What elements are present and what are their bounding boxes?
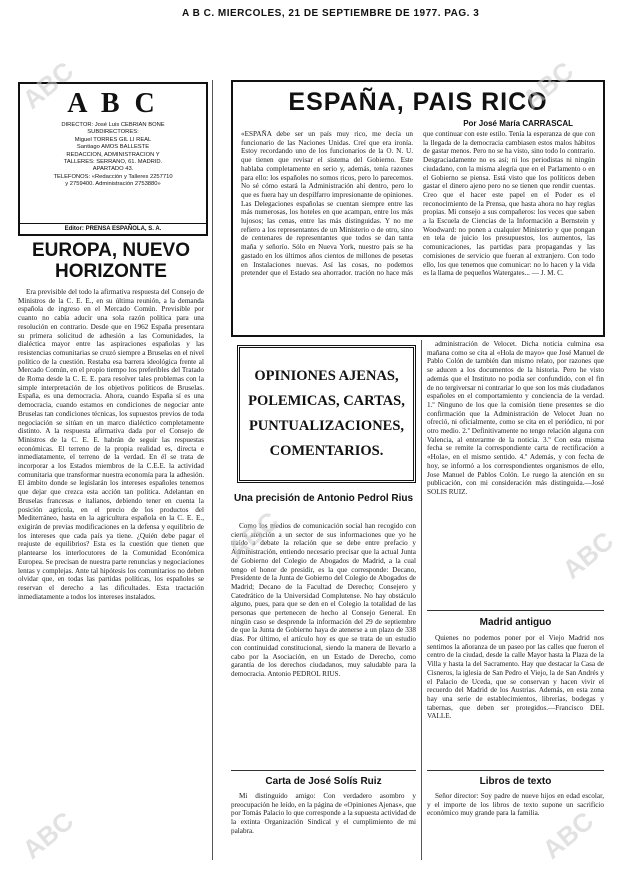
- feature-box: [231, 80, 605, 337]
- right-column-body: administración de Velocet. Dicha noticia culmina esa mañana como se cita al «Hola de mayo» que José Manuel de Pablo Colón de también dan mismo relato, por razones que se aducen a los documentos de la historia. Pero he visto además que el Instituto no podía ser confundido, con el fin de no tergiversar ni contrariar lo que son los más ciudadanos españoles en el comportamiento y conciencia de la verdad. 1.º Ninguno de los que la comisión tiene presentes se dio confirmación que la Administración de Velocet Juan no ofreció, ni oficialmente, como se cita en el periódico, ni por otro medio. 2.º Definitivamente no tengo relación alguna con Valencia, al enterarme de la noticia. 3.º Con esta misma fecha se remite la correspondiente carta de rectificación a «Hola», en el mismo sentido. 4.º Además, y con fecha de hoy, se informó a los correspondientes organismos de ello, Jose Manuel de Pablos Colón. Le ruego la atención en su publicación, con mi consideración más distinguida.—José SOLIS RUIZ.: [427, 340, 604, 496]
- masthead-line: y 2759400. Administración 2753880»: [65, 181, 161, 188]
- column-divider: [421, 340, 422, 860]
- column-divider: [212, 80, 213, 860]
- pedrol-title: Una precisión de Antonio Pedrol Rius: [233, 493, 414, 504]
- madrid-body: Quienes no podemos poner por el Viejo Madrid nos sentimos la añoranza de un paseo por las calles que fueron el centro de la ciudad, desde la calle Mayor hasta la Plaza de la Villa y hasta la del Sacramento. Hay que destacar la Casa de Cisneros, la iglesia de San Pedro el Viejo, la de San Andrés y el Palacio de Uceda, que se conservan y hacen vivir el recuerdo del Madrid de los Austrias. Además, en esta zona hay una serie de establecimientos, librerías, bodegas y tabernas, que deben ser protegidos.—Francisco DEL VALLE.: [427, 634, 604, 721]
- watermark: ABC: [536, 805, 600, 865]
- solis-rule: [231, 770, 416, 771]
- masthead-line: Santiago AMOS BALLESTE: [76, 144, 150, 151]
- opinions-box: [237, 345, 416, 483]
- abc-logo: A B C: [67, 88, 159, 119]
- libros-title: Libros de texto: [479, 776, 552, 787]
- editorial-body: Era previsible del todo la afirmativa respuesta del Consejo de Ministros de la C. E. E., en su última reunión, a la demanda española de ingreso en el Mercado Común. Previsible por cuanto no cabía aducir una sola razón política para una resolución en contrario. Desde que en 1962 España presentara su primera solicitud de adhesión a las Comunidades, la dialéctica mayor entre las aspiraciones españolas y las resistencias comunitarias se cruzó siempre a Bruselas en el nivel político de la cuestión. Restaba esa barrera ideológica frente al Mercado Común, en el propio tiempo los preferibles del Tratado de Roma desde la C. E. E. para resolver tales problemas con la simple interpretación de los objetivos políticos de Bruselas. España, es una democracia. Ahora, cuando España sí es una democracia, cuando estamos en condiciones de negociar ante Bruselas tan condiciones técnicas, los supuestos previos de toda negociación se sitúan en un marco dialéctico completamente distinto. A la respuesta afirmativa dada por el Consejo de Ministros de la C. E. E. habrán de seguir las respuestas económicas. El terreno de la propia realidad es, directa e inmediatamente, el terreno de la verdad. En él se trata de incorporar a los Estados miembros de la C.E.E. la actividad comunitaria que transformar nuestra economía para la adhesión. El ámbito donde se legislarán los intereses españoles tenemos que dejar que crezca esta acción tan política. Adelantan en Bruselas francesas e italianos, debiendo tener en cuenta la posición agrícola, en el precio de los productos del Mediterráneo, hasta en la agricultura española en la C. E. E., exigirán de previas modificaciones en la defensa y equilibrio de los intereses que cada país ya tiene. ¿Quién debe pagar el reajuste de equilibrios? Esta es la cuestión que tienen que plantearse los interlocutores de la Comunidad Económica Europea. Se precisan de nuestra parte renuncias y negociaciones lentas y complejas. Ante tal hipótesis los comunitarios no deben olvidar que, en todas las partidas políticas, los españoles se reservan el derecho a las dificultades. Esta tractación inmediatamente a todos los intereses instalados.: [18, 288, 204, 601]
- watermark: ABC: [221, 505, 285, 565]
- feature-byline: Por José María CARRASCAL: [463, 119, 573, 128]
- masthead-line: REDACCION, ADMINISTRACION Y: [66, 151, 160, 158]
- libros-body: Señor director: Soy padre de nueve hijos en edad escolar, y el importe de los libros de texto supone un sacrificio económico muy grande para la familia.: [427, 792, 604, 818]
- watermark: ABC: [516, 55, 580, 115]
- masthead-line: TALLERES: SERRANO, 61. MADRID.: [63, 159, 163, 166]
- madrid-rule: [427, 610, 604, 611]
- opinions-line: POLEMICAS, CARTAS,: [248, 393, 405, 409]
- masthead-line: SUBDIRECTORES:: [87, 129, 139, 136]
- opinions-line: PUNTUALIZACIONES,: [248, 418, 405, 434]
- masthead-line: APARTADO 43.: [92, 166, 134, 173]
- page-header: A B C. MIERCOLES, 21 DE SEPTIEMBRE DE 1977. PAG. 3: [182, 8, 480, 19]
- masthead-editor: Editor: PRENSA ESPAÑOLA, S. A.: [20, 223, 206, 232]
- masthead-line: DIRECTOR: José Luis CEBRIAN BONE: [61, 122, 165, 128]
- solis-title: Carta de José Solís Ruiz: [265, 776, 382, 787]
- watermark: ABC: [16, 805, 80, 865]
- masthead-line: Miguel TORRES GIL LI REAL: [74, 136, 152, 143]
- opinions-line: OPINIONES AJENAS,: [254, 368, 399, 384]
- masthead-line: TELEFONOS: «Redacción y Talleres 2257710: [53, 173, 173, 180]
- pedrol-body: Como los medios de comunicación social han recogido con cierta atención a un sector de sus informaciones que yo he traído a debate la relación que se debe entre prefacio y Administración, entiendo necesario precisar que la actual Junta de Gobierno del Colegio de Abogados de Madrid, a la cual tengo el honor de presidir, es la que corresponde: Decano, Presidente de la Junta de Gobierno del Colegio de Abogados de Madrid; Decano de la Facultad de Derecho; Consejero y Catedrático de la Universidad Complutense. No hay obstáculo alguno, pues, para que se den en el Colegio la totalidad de las personas que pertenecen de hecho al Consejo General. En ningún caso se desprende la información del 29 de septiembre de que la Junta de Gobierno haya de atenerse a un plazo de 338 días. Por último, el artículo hoy es que se trata de un estudio con continuidad constitucional, siendo la manera de llevarlo a cabo por la Asociación, en un Estado de Derecho, como garantía de los derechos ciudadanos, muy saludable para la democracia. Antonio PEDROL RIUS.: [231, 522, 416, 678]
- solis-body: Mi distinguido amigo: Con verdadero asombro y preocupación he leído, en la página de «Opiniones Ajenas», que por Tomás Palacio lo que corresponde a la supuesta actividad de la extinta Organización Sindical y el cumplimiento de mi palabra.: [231, 792, 416, 835]
- feature-title: ESPAÑA, PAIS RICO: [288, 88, 548, 116]
- watermark: ABC: [556, 525, 620, 585]
- watermark: ABC: [16, 55, 80, 115]
- madrid-title: Madrid antiguo: [479, 617, 552, 628]
- editorial-title-line: HORIZONTE: [55, 261, 167, 282]
- opinions-line: COMENTARIOS.: [269, 443, 384, 459]
- editorial-title: [18, 240, 204, 282]
- editorial-title-line: EUROPA, NUEVO: [31, 240, 190, 261]
- feature-body: «ESPAÑA debe ser un país muy rico, me decía un funcionario de las Naciones Unidas. Creí que era ironía. Estoy recordando uno de los funcionarios de la O. N. U. que tienen que revisar el sistema del Gobierno. Este hablaba completamente en serio y, además, tenía razones para ello: los españoles no somos ricos, pero lo parecemos. No sé cómo estará la Administración ahí dentro, pero lo que es fuera hay un despilfarro impresionante de opiniones. Las Delegaciones españolas se cuentan siempre entre las más numerosas, los hoteles en que acampan, entre los más lujosos; las cenas, entre las más distinguidas. Y no me refiero a los representantes de un Ministerio o de otro, sino de centenares de representantes que todos se dan tanta maña y señorío. Sólo en Nueva York, nuestro país se ha gastado en los últimos años cientos de millones de pesetas en Instalaciones nuevas. Así las cosas, no podemos pretender que el Estado sea ahorrador. tración no hace más que continuar con este estilo. Tenía la esperanza de que con la llegada de la democracia cambiasen estos malos hábitos de gastar menos. Pero no se ha visto, sino todo lo contrario. Desgraciadamente no es así; ni los periodistas ni ningún ciudadano, con la misma alegría que en el Parlamento o en el Gobierno se piensa. Está visto que los políticos deben gastar el dinero ajeno pero no se tienen que rendir cuentas. Creo que el hacer este papel en el Poder es el reconocimiento de la Prensa, que hasta ahora no hay reglas propias. Mi consejo a sus compañeros: los veces que saben a la Escuela de Ciencias de la Información a Bernstein y Woodward: no ponen a cualquier Ministerio y que pongan en tela de juicio los presupuestos, los aumentos, las comunicaciones, las partidas para propagandas y las comisiones de servicio que fueran al extranjero. Con todo ello, los que tenemos que comunicar: no lo hacen y la vida es la llama de pequeños Watergates... — J. M. C.: [241, 130, 595, 278]
- libros-rule: [427, 770, 604, 771]
